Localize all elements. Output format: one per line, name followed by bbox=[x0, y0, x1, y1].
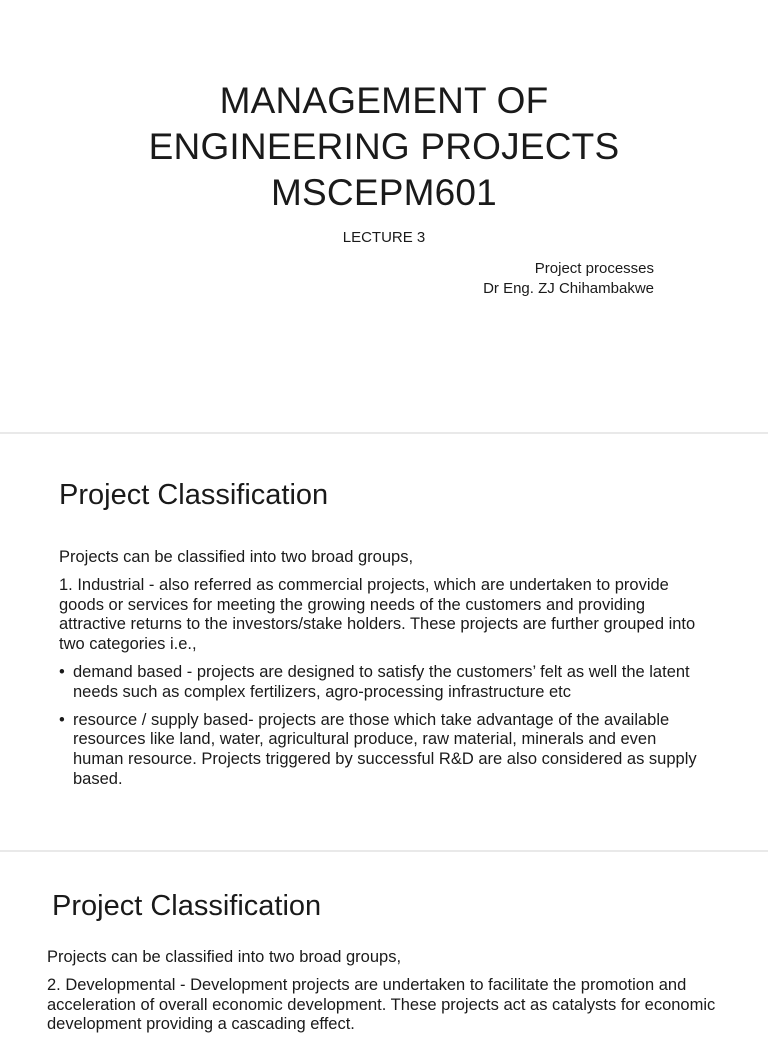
slide-body bbox=[59, 548, 709, 798]
slide-body bbox=[47, 948, 717, 1043]
bullet-item-resource bbox=[59, 711, 709, 790]
title-line-3: MSCEPM601 bbox=[271, 172, 497, 213]
bullet-text: resource / supply based- projects are those which take advantage of the available resources like land, water, agricultural produce, raw material, minerals and even human resource. Projects triggered by successful R&D are also considered as supply based. bbox=[73, 710, 697, 788]
bullet-list bbox=[59, 663, 709, 790]
title-line-2: ENGINEERING PROJECTS bbox=[148, 126, 620, 167]
intro-text: Projects can be classified into two broad groups, bbox=[59, 548, 414, 566]
slide-subtitle bbox=[483, 259, 654, 299]
subtitle-topic: Project processes bbox=[534, 260, 654, 277]
point-developmental: 2. Developmental - Development projects are undertaken to facilitate the promotion and acceleration of overall economic development. These projects act as catalysts for economic development providing a cascading effect. bbox=[47, 975, 716, 1034]
classification-slide-1 bbox=[0, 434, 768, 850]
bullet-icon: • bbox=[59, 662, 65, 681]
slide-heading: Project Classification bbox=[59, 479, 329, 511]
point-industrial: 1. Industrial - also referred as commercial projects, which are undertaken to provide goods or services for meeting the growing needs of the customers and providing attractive returns to the investors/stake holders. These projects are further grouped into two categories i.e., bbox=[59, 575, 696, 654]
slide-title bbox=[0, 78, 768, 216]
title-line-1: MANAGEMENT OF bbox=[219, 80, 549, 121]
title-slide bbox=[0, 0, 768, 432]
bullet-icon: • bbox=[59, 710, 65, 729]
lecture-label: LECTURE 3 bbox=[342, 229, 426, 246]
bullet-text: demand based - projects are designed to satisfy the customers’ felt as well the latent needs such as complex fertilizers, agro-processing infrastructure etc bbox=[73, 662, 690, 701]
subtitle-author: Dr Eng. ZJ Chihambakwe bbox=[483, 280, 654, 297]
intro-text: Projects can be classified into two broad groups, bbox=[47, 948, 402, 966]
bullet-item-demand bbox=[59, 663, 709, 703]
slide-heading: Project Classification bbox=[52, 890, 322, 922]
classification-slide-2 bbox=[0, 852, 768, 1034]
